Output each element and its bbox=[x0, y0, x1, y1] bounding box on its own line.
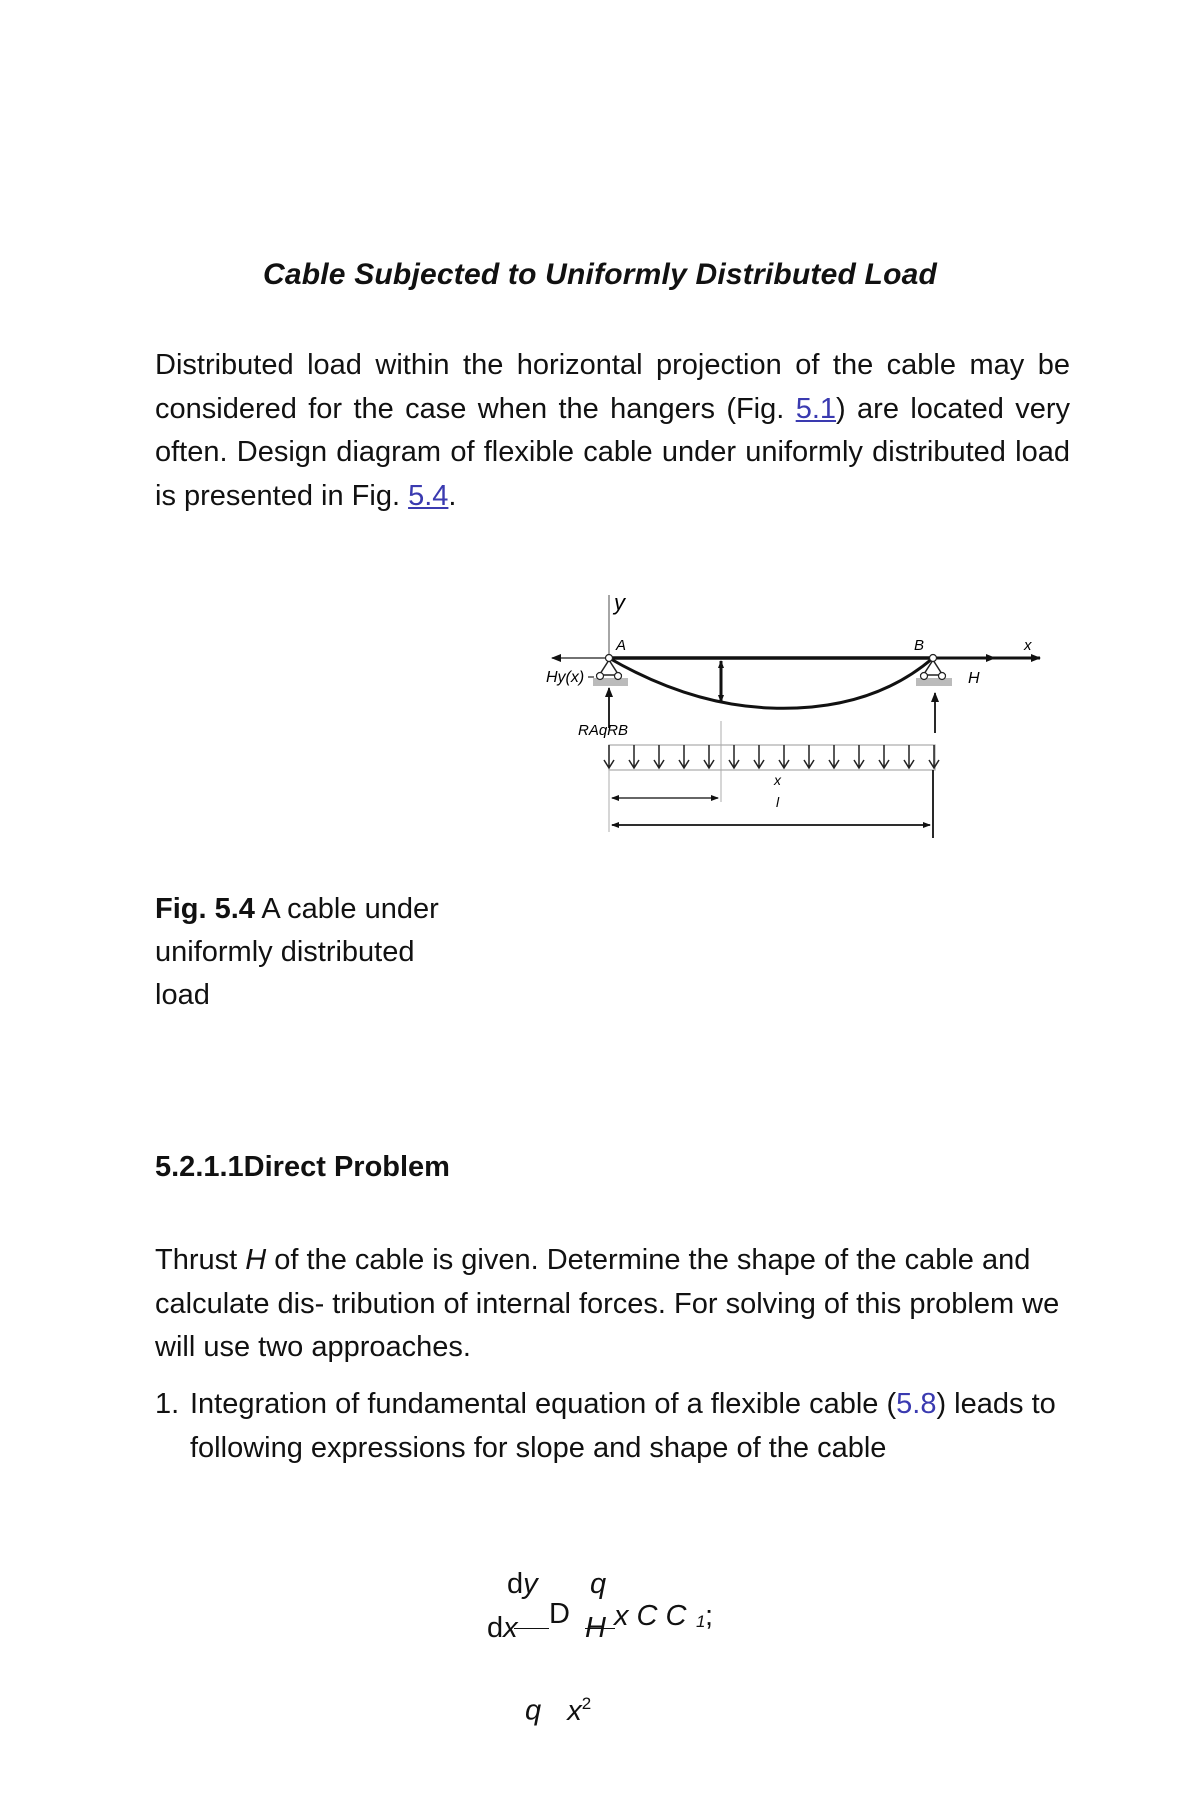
eq2-sup: 2 bbox=[581, 1694, 592, 1713]
eq-sign: D bbox=[549, 1598, 570, 1630]
para-text-2: of the cable is given. Determine the shape of the cable and calculate dis- tribution of internal forces. For solving of this problem we will use two approaches. bbox=[155, 1244, 1060, 1363]
eq-q: q bbox=[590, 1568, 607, 1600]
y-axis-label: y bbox=[614, 590, 625, 615]
figure-caption-label: Fig. 5.4 bbox=[155, 893, 255, 925]
figure-caption bbox=[155, 888, 455, 1017]
fig-5-4-link[interactable]: 5.4 bbox=[408, 479, 449, 512]
intro-text-2: ) are located very often. Design diagram of flexible cable under uniformly distributed load is presented in Fig. bbox=[155, 392, 1070, 512]
slope-equation bbox=[487, 1568, 787, 1678]
approach-list bbox=[155, 1383, 1070, 1470]
point-b-label: B bbox=[914, 637, 925, 654]
h-label: H bbox=[968, 670, 980, 687]
span-dimension-label: l bbox=[776, 794, 780, 810]
para-text-1: Thrust bbox=[155, 1244, 246, 1276]
eq-numerator-dy: dy bbox=[507, 1568, 538, 1600]
reactions-label: RAqRB bbox=[578, 722, 629, 739]
cable-curve bbox=[609, 658, 933, 708]
equation-ref-link[interactable]: 5.8 bbox=[896, 1388, 937, 1420]
intro-text-3: . bbox=[448, 479, 457, 512]
list-item-number: 1. bbox=[155, 1388, 180, 1420]
intro-text-1: Distributed load within the horizontal projection of the cable may be considered for the case when the hangers (Fig. bbox=[155, 349, 1070, 425]
hy-label: Hy(x) bbox=[546, 669, 585, 686]
figure-caption-text: A cable under uniformly distributed load bbox=[155, 893, 439, 1011]
distributed-load bbox=[604, 745, 939, 770]
eq-denominator-dx: dx bbox=[487, 1612, 518, 1644]
eq-subscript: 1 bbox=[696, 1612, 706, 1631]
eq-end: ; bbox=[705, 1600, 714, 1632]
eq2-q: q bbox=[525, 1694, 542, 1727]
eq-rest: x C C bbox=[614, 1600, 687, 1632]
list-text-1: Integration of fundamental equation of a flexible cable ( bbox=[190, 1388, 897, 1420]
x-axis-label: x bbox=[1024, 637, 1032, 654]
thrust-symbol: H bbox=[245, 1244, 267, 1276]
eq2-x: x bbox=[567, 1694, 582, 1727]
list-item bbox=[155, 1383, 1070, 1470]
shape-equation-partial bbox=[525, 1694, 591, 1728]
eq-fraction-bar-1 bbox=[514, 1628, 549, 1629]
eq-h: H bbox=[585, 1612, 606, 1644]
direct-problem-paragraph bbox=[155, 1239, 1070, 1370]
cable-diagram-figure bbox=[540, 580, 1080, 850]
section-title: Cable Subjected to Uniformly Distributed Load bbox=[262, 258, 938, 291]
list-item-body bbox=[190, 1383, 1070, 1470]
list-text-2: ) leads to following expressions for slope and shape of the cable bbox=[190, 1388, 1056, 1464]
fig-5-1-link[interactable]: 5.1 bbox=[795, 392, 837, 425]
subsection-heading: 5.2.1.1Direct Problem bbox=[155, 1151, 450, 1183]
x-dimension-label: x bbox=[774, 772, 781, 788]
intro-paragraph bbox=[155, 344, 1070, 518]
point-a-label: A bbox=[616, 637, 627, 654]
